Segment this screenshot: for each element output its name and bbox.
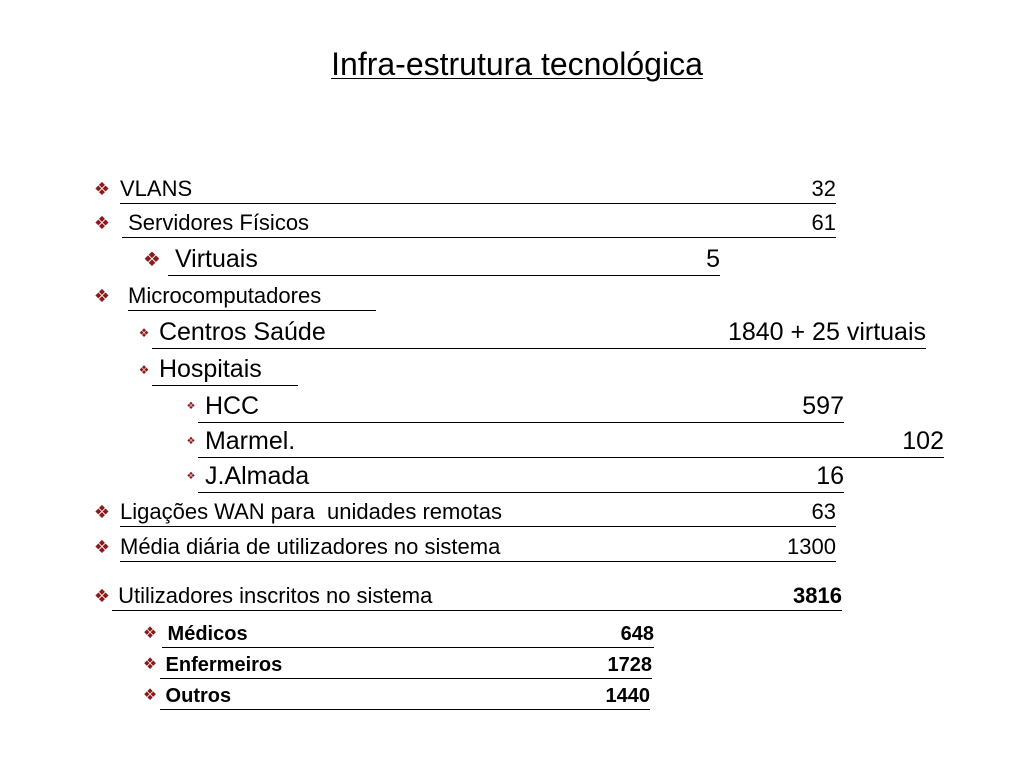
diamond-bullet-icon: ❖ — [93, 213, 111, 233]
list-item-value: 63 — [811, 499, 836, 524]
list-item-line — [112, 581, 842, 611]
list-item-value: 102 — [902, 427, 944, 455]
diamond-bullet-icon: ❖ — [93, 537, 111, 557]
list-item-hcc — [184, 390, 848, 423]
list-item-line — [122, 208, 836, 238]
list-item-line — [198, 390, 844, 423]
list-item-j-almada — [184, 460, 848, 493]
diamond-bullet-icon: ❖ — [138, 362, 150, 377]
diamond-bullet-icon: ❖ — [138, 325, 150, 340]
list-item-ligacoes-wan — [88, 497, 848, 527]
list-item-microcomputadores — [88, 281, 408, 311]
list-item-label: Utilizadores inscritos no sistema — [112, 583, 433, 608]
list-item-value: 1728 — [607, 654, 652, 676]
list-item-line — [160, 682, 650, 710]
slide-title — [0, 44, 1024, 84]
list-item-virtuais — [138, 244, 728, 276]
list-item-vlans — [88, 174, 848, 204]
list-item-line — [120, 174, 836, 204]
list-item-label: Hospitais — [152, 355, 262, 383]
list-item-value: 16 — [816, 462, 844, 490]
list-item-hospitais — [136, 353, 316, 386]
diamond-bullet-icon: ❖ — [143, 249, 161, 271]
diamond-bullet-icon: ❖ — [93, 502, 111, 522]
diamond-bullet-icon: ❖ — [186, 435, 196, 447]
diamond-bullet-icon: ❖ — [142, 625, 158, 642]
list-item-value: 597 — [802, 392, 844, 420]
list-item-label: Enfermeiros — [160, 654, 283, 676]
diamond-bullet-icon: ❖ — [186, 470, 196, 482]
list-item-enfermeiros — [140, 651, 660, 679]
slide-title-text: Infra-estrutura tecnológica — [331, 46, 703, 82]
list-item-line — [168, 244, 720, 276]
list-item-label: Virtuais — [168, 245, 258, 273]
list-item-line — [160, 651, 652, 679]
list-item-label: Centros Saúde — [152, 318, 326, 346]
diamond-bullet-icon: ❖ — [186, 400, 196, 412]
list-item-line — [162, 620, 654, 648]
list-item-line — [120, 497, 836, 527]
list-item-line — [152, 316, 926, 349]
diamond-bullet-icon: ❖ — [93, 286, 111, 306]
list-item-line — [198, 460, 844, 493]
list-item-value: 1300 — [787, 534, 836, 559]
list-item-label: Média diária de utilizadores no sistema — [120, 534, 501, 559]
list-item-line — [198, 425, 944, 458]
list-item-marmel — [184, 425, 948, 458]
diamond-bullet-icon: ❖ — [142, 687, 158, 704]
list-item-value: 1840 + 25 virtuais — [727, 318, 926, 346]
list-item-servidores-fisicos — [88, 208, 848, 238]
list-item-label: Outros — [160, 685, 232, 707]
list-item-line — [120, 532, 836, 562]
list-item-value: 5 — [706, 245, 720, 273]
list-item-label: HCC — [198, 392, 260, 420]
list-item-label: Médicos — [162, 623, 248, 645]
list-item-value: 648 — [620, 623, 654, 645]
list-item-value: 3816 — [793, 583, 842, 608]
list-item-line — [152, 353, 298, 386]
diamond-bullet-icon: ❖ — [142, 656, 158, 673]
list-item-centros-saude — [136, 316, 936, 349]
list-item-line — [128, 281, 376, 311]
list-item-medicos — [140, 620, 660, 648]
list-item-outros — [140, 682, 660, 710]
list-item-label: VLANS — [120, 176, 193, 201]
list-item-media-diaria — [88, 532, 848, 562]
list-item-label: Microcomputadores — [128, 283, 322, 308]
list-item-label: Servidores Físicos — [122, 210, 310, 235]
list-item-value: 61 — [811, 210, 836, 235]
list-item-utilizadores-inscritos — [88, 581, 848, 611]
diamond-bullet-icon: ❖ — [93, 179, 111, 199]
list-item-label: Ligações WAN para unidades remotas — [120, 499, 502, 524]
list-item-label: Marmel. — [198, 427, 296, 455]
list-item-value: 32 — [811, 176, 836, 201]
list-item-value: 1440 — [605, 685, 650, 707]
diamond-bullet-icon: ❖ — [93, 586, 111, 606]
list-item-label: J.Almada — [198, 462, 310, 490]
